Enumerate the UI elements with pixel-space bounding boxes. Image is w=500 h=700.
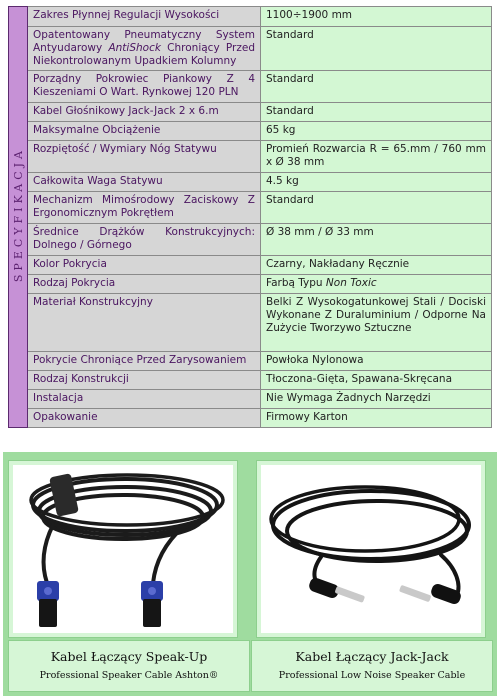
- spec-value: Standard: [261, 192, 492, 224]
- spec-label: Rodzaj Konstrukcji: [28, 371, 261, 390]
- spec-value: Powłoka Nylonowa: [261, 352, 492, 371]
- jack-plug-left: [308, 576, 366, 603]
- spec-value: [261, 275, 492, 294]
- spec-value: 4.5 kg: [261, 173, 492, 192]
- spec-value: Standard: [261, 103, 492, 122]
- spec-label: Materiał Konstrukcyjny: [28, 294, 261, 352]
- jack-cable-panel: [256, 460, 486, 638]
- speakon-cable-photo: [13, 465, 233, 633]
- speakon-cable-caption: [8, 640, 250, 692]
- spec-label: Instalacja: [28, 390, 261, 409]
- spec-value: Promień Rozwarcia R = 65.mm / 760 mm x Ø 38 mm: [261, 141, 492, 173]
- cables-section: [3, 452, 497, 696]
- spec-value: Tłoczona-Gięta, Spawana-Skręcana: [261, 371, 492, 390]
- jack-cable-subtitle: Professional Low Noise Speaker Cable: [278, 670, 466, 681]
- spec-label-part: Chroniący Przed Niekontrolowanym Upadkiem Kolumny: [33, 42, 255, 67]
- spec-value: Firmowy Karton: [261, 409, 492, 428]
- spec-label: Kolor Pokrycia: [28, 256, 261, 275]
- spec-label: Całkowita Waga Statywu: [28, 173, 261, 192]
- spec-value: Czarny, Nakładany Ręcznie: [261, 256, 492, 275]
- spec-value: 1100÷1900 mm: [261, 7, 492, 27]
- speakon-connector-right: [141, 581, 163, 627]
- spec-label: Opakowanie: [28, 409, 261, 428]
- spec-label: Pokrycie Chroniące Przed Zarysowaniem: [28, 352, 261, 371]
- spec-value: Belki Z Wysokogatunkowej Stali / Dociski Wykonane Z Duraluminium / Odporne Na Zużycie Tworzywo Sztuczne: [261, 294, 492, 352]
- spec-label-part: Opatentowany Pneumatyczny System Antyudarowy: [33, 29, 255, 54]
- jack-cable-caption: [251, 640, 493, 692]
- speakon-connector-left: [37, 581, 59, 627]
- speakon-cable-illustration: [13, 465, 233, 633]
- jack-cable-title: Kabel Łączący Jack-Jack: [295, 649, 449, 664]
- jack-plug-right: [399, 582, 463, 605]
- spec-label: Rozpiętość / Wymiary Nóg Statywu: [28, 141, 261, 173]
- spec-label: Porządny Pokrowiec Piankowy Z 4 Kieszeniami O Wart. Rynkowej 120 PLN: [28, 71, 261, 103]
- jack-cable-illustration: [261, 465, 481, 633]
- speakon-cable-title: Kabel Łączący Speak-Up: [50, 649, 208, 664]
- jack-cable-photo: [261, 465, 481, 633]
- spec-label: Kabel Głośnikowy Jack-Jack 2 x 6.m: [28, 103, 261, 122]
- spec-label: Rodzaj Pokrycia: [28, 275, 261, 294]
- spec-label: [28, 27, 261, 71]
- spec-value-part: Farbą Typu: [266, 277, 326, 289]
- spec-label: Mechanizm Mimośrodowy Zaciskowy Z Ergonomicznym Pokrętłem: [28, 192, 261, 224]
- spec-label: Maksymalne Obciążenie: [28, 122, 261, 141]
- specification-table: [8, 6, 492, 428]
- spec-value: Nie Wymaga Żadnych Narzędzi: [261, 390, 492, 409]
- spec-value: Ø 38 mm / Ø 33 mm: [261, 224, 492, 256]
- spec-label: Zakres Płynnej Regulacji Wysokości: [28, 7, 261, 27]
- spec-label-brand: AntiShock: [108, 42, 161, 54]
- side-label-cell: [9, 7, 28, 428]
- speakon-cable-panel: [8, 460, 238, 638]
- spec-value: 65 kg: [261, 122, 492, 141]
- speakon-cable-subtitle: Professional Speaker Cable Ashton®: [39, 670, 219, 681]
- spec-value-emphasis: Non Toxic: [325, 277, 377, 289]
- spec-label: Średnice Drążków Konstrukcyjnych: Dolnego / Górnego: [28, 224, 261, 256]
- spec-value: Standard: [261, 27, 492, 71]
- spec-value: Standard: [261, 71, 492, 103]
- side-label: SPECYFIKACJA: [11, 147, 25, 283]
